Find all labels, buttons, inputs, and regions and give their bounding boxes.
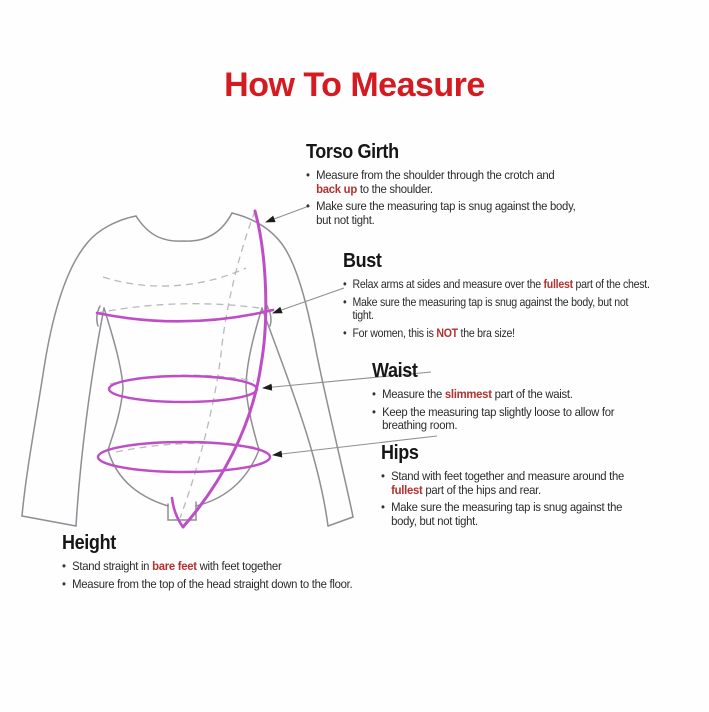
highlight-red-text: back up bbox=[316, 181, 357, 196]
left-sleeve-outer bbox=[22, 216, 136, 516]
bullet-dot: • bbox=[62, 576, 66, 591]
left-legline bbox=[108, 450, 168, 506]
bullet-item bbox=[306, 200, 619, 227]
section-heading: Torso Girth bbox=[306, 141, 399, 163]
section-heading: Height bbox=[62, 532, 116, 554]
bullet-lines bbox=[316, 169, 554, 196]
right-sleeve-inner bbox=[262, 308, 328, 526]
section-waist bbox=[372, 360, 692, 437]
section-hips bbox=[381, 442, 691, 532]
left-sleeve-inner bbox=[76, 308, 104, 526]
bullet-lines bbox=[382, 388, 572, 402]
bullet-text: but not tight. bbox=[316, 212, 375, 227]
bullet-dot: • bbox=[381, 500, 385, 515]
bullet-dot: • bbox=[62, 559, 66, 573]
bullet-lines bbox=[72, 560, 281, 574]
bullet-item bbox=[343, 278, 658, 292]
bullet-dot: • bbox=[381, 469, 385, 483]
bullet-list bbox=[306, 169, 619, 227]
bullet-item bbox=[372, 406, 666, 433]
torso-girth-loop bbox=[183, 211, 266, 527]
bullet-dot: • bbox=[343, 294, 347, 309]
bust-arrow bbox=[273, 288, 344, 313]
bullet-dot: • bbox=[372, 404, 376, 419]
bullet-lines bbox=[352, 278, 649, 292]
bullet-lines bbox=[352, 327, 514, 341]
section-heading: Hips bbox=[381, 442, 419, 464]
bullet-text: Stand straight in bbox=[72, 559, 153, 573]
bullet-item bbox=[62, 560, 448, 574]
highlight-red-text: slimmest bbox=[444, 387, 492, 401]
bullet-text: Keep the measuring tap slightly loose to allow for bbox=[382, 404, 615, 419]
bullet-list bbox=[62, 560, 448, 591]
hips-line bbox=[98, 442, 270, 472]
bullet-text: part of the hips and rear. bbox=[422, 482, 541, 497]
bust-back-dashed bbox=[97, 304, 273, 313]
bullet-text: with feet together bbox=[196, 559, 282, 573]
page-title: How To Measure bbox=[224, 66, 485, 104]
bullet-dot: • bbox=[343, 325, 347, 340]
bullet-text: to the shoulder. bbox=[356, 181, 433, 196]
neckline bbox=[136, 213, 232, 241]
section-heading: Bust bbox=[343, 250, 382, 272]
bullet-lines bbox=[316, 200, 575, 227]
section-torso-girth bbox=[306, 141, 646, 231]
highlight-red-text: fullest bbox=[391, 482, 423, 497]
bullet-item bbox=[62, 578, 448, 592]
bullet-text: Make sure the measuring tap is snug against the body, but not bbox=[352, 294, 629, 309]
bullet-item bbox=[372, 388, 666, 402]
bust-line bbox=[97, 310, 273, 321]
leotard-outline bbox=[22, 213, 353, 526]
right-sleeve-outer bbox=[232, 213, 353, 517]
section-bust bbox=[343, 250, 709, 344]
bullet-text: breathing room. bbox=[382, 418, 458, 433]
left-cuff bbox=[22, 516, 76, 526]
section-height bbox=[62, 532, 482, 595]
back-chest-dashed bbox=[103, 268, 246, 286]
bullet-item bbox=[343, 327, 658, 341]
highlight-red-text: bare feet bbox=[152, 559, 197, 573]
bullet-text: tight. bbox=[352, 308, 374, 323]
left-armpit-seam bbox=[97, 306, 100, 326]
bullet-list bbox=[343, 278, 658, 340]
bullet-text: Relax arms at sides and measure over the bbox=[352, 277, 544, 291]
bullet-text: Stand with feet together and measure around the bbox=[391, 469, 625, 483]
bullet-item bbox=[381, 501, 666, 528]
bullet-dot: • bbox=[343, 277, 347, 291]
bullet-text: Measure the bbox=[382, 387, 445, 401]
bullet-text: Measure from the top of the head straight down to the floor. bbox=[72, 576, 353, 591]
torso-left-edge bbox=[104, 308, 123, 450]
section-heading: Waist bbox=[372, 360, 418, 382]
bullet-dot: • bbox=[372, 387, 376, 401]
torso-girth-loop-tip bbox=[172, 498, 183, 527]
bullet-lines bbox=[391, 501, 622, 528]
bullet-text: part of the waist. bbox=[491, 387, 573, 401]
waist-line bbox=[109, 376, 257, 402]
bullet-text: Measure from the shoulder through the crotch and bbox=[316, 168, 555, 182]
bullet-item bbox=[343, 296, 658, 323]
highlight-red-text: fullest bbox=[543, 277, 573, 291]
bullet-list bbox=[381, 470, 666, 528]
bullet-text: the bra size! bbox=[457, 325, 515, 340]
bullet-dot: • bbox=[306, 199, 310, 214]
bullet-lines bbox=[391, 470, 624, 497]
bullet-lines bbox=[72, 578, 352, 592]
bullet-dot: • bbox=[306, 168, 310, 182]
bullet-item bbox=[306, 169, 619, 196]
bullet-text: Make sure the measuring tap is snug against the body, bbox=[316, 199, 576, 214]
torso-girth-arrow bbox=[266, 206, 309, 222]
bullet-lines bbox=[352, 296, 628, 323]
bullet-list bbox=[372, 388, 666, 433]
bullet-lines bbox=[382, 406, 614, 433]
bullet-item bbox=[381, 470, 666, 497]
bullet-text: For women, this is bbox=[352, 325, 437, 340]
bullet-text: body, but not tight. bbox=[391, 513, 478, 528]
right-cuff bbox=[328, 517, 353, 526]
bullet-text: part of the chest. bbox=[572, 277, 650, 291]
highlight-red-text: NOT bbox=[436, 325, 458, 340]
bullet-text: Make sure the measuring tap is snug against the bbox=[391, 500, 623, 515]
